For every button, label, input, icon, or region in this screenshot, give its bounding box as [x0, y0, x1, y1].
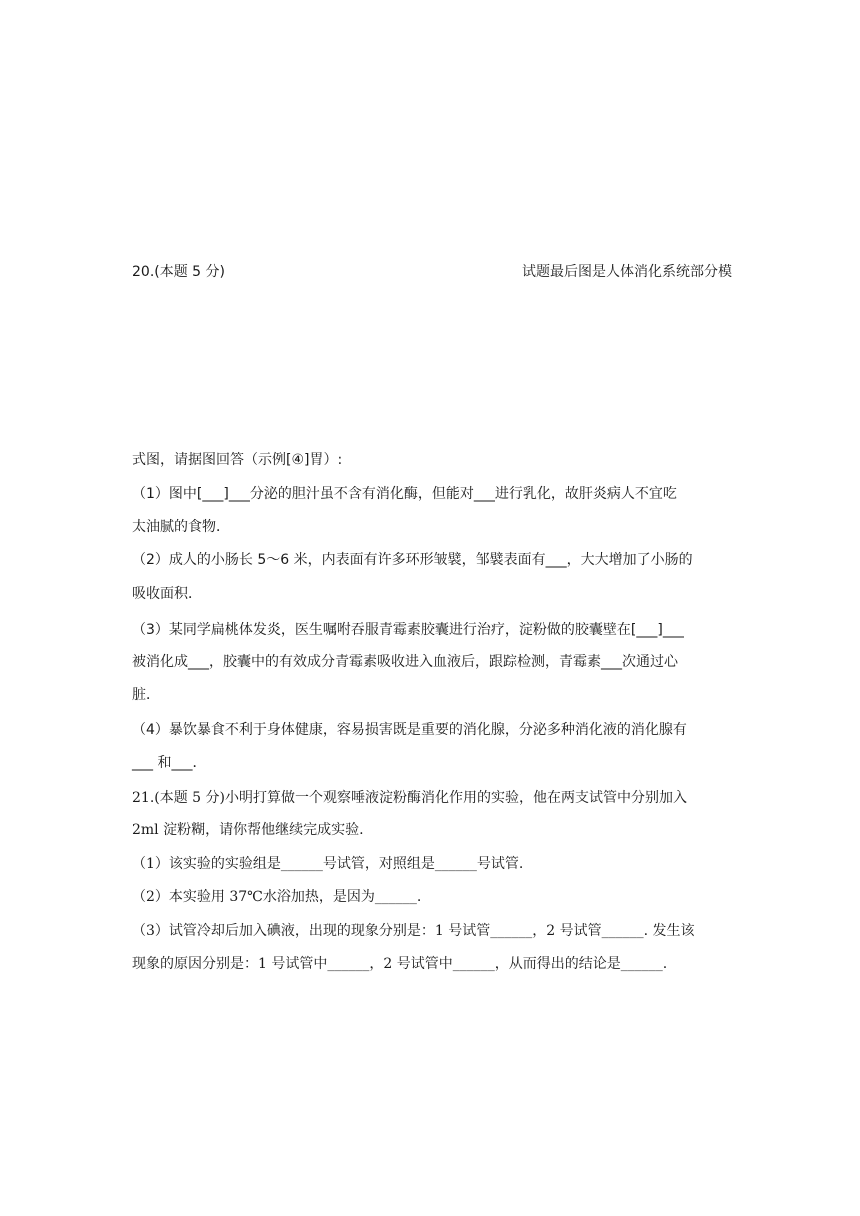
q21-line1: 21.(本题 5 分)小明打算做一个观察唾液淀粉酶消化作用的实验，他在两支试管中分别加入	[132, 790, 687, 806]
q20-part1-line1: （1）图中[___]___分泌的胆汁虽不含有消化酶，但能对___进行乳化，故肝炎病人不宜吃	[132, 486, 677, 502]
q20-header-right-text: 试题最后图是人体消化系统部分模	[522, 264, 732, 280]
q20-part3-line3: 脏．	[132, 687, 160, 703]
q21-part1: （1）该实验的实验组是______号试管，对照组是______号试管.	[132, 856, 524, 872]
q20-part2-line2: 吸收面积．	[132, 586, 202, 602]
q20-part4-line1: （4）暴饮暴食不利于身体健康，容易损害既是重要的消化腺，分泌多种消化液的消化腺有	[132, 722, 687, 738]
q20-header	[132, 262, 732, 282]
q20-part4-line2: ___ 和___．	[132, 755, 207, 771]
q21-line2: 2ml 淀粉糊，请你帮他继续完成实验.	[132, 822, 364, 838]
q20-intro: 式图，请据图回答（示例[④]胃）:	[132, 452, 343, 468]
q21-part3-line1: （3）试管冷却后加入碘液，出现的现象分别是：1 号试管______，2 号试管______. 发生该	[132, 923, 695, 939]
q20-number: 20.(本题 5 分)	[132, 264, 225, 280]
q20-part3-line2: 被消化成___，胶囊中的有效成分青霉素吸收进入血液后，跟踪检测，青霉素___次通过心	[132, 654, 678, 670]
q20-part2-line1: （2）成人的小肠长 5～6 米，内表面有许多环形皱襞，邹襞表面有___，大大增加了小肠的	[132, 552, 693, 568]
q20-part1-line2: 太油腻的食物．	[132, 519, 230, 535]
q20-part3-line1: （3）某同学扁桃体发炎，医生嘱咐吞服青霉素胶囊进行治疗，淀粉做的胶囊壁在[___]___	[132, 622, 684, 638]
q21-part3-line2: 现象的原因分别是：1 号试管中______，2 号试管中______，从而得出的结论是______.	[132, 956, 668, 972]
q21-part2: （2）本实验用 37℃水浴加热，是因为______.	[132, 889, 422, 905]
